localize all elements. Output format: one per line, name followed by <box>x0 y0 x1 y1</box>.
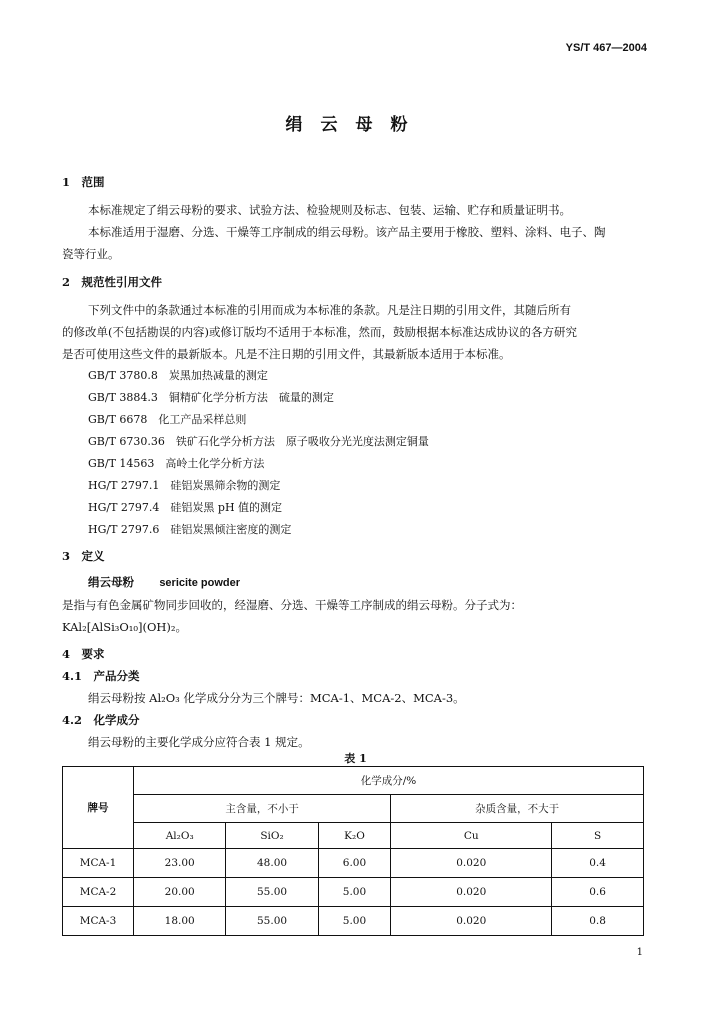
chem-composition-header: 化学成分/% <box>134 767 644 795</box>
term-definition-a: 是指与有色金属矿物同步回收的，经湿磨、分选、干燥等工序制成的绢云母粉。分子式为： <box>62 598 522 612</box>
value-cell: 23.00 <box>134 849 226 878</box>
impurity-header: 杂质含量，不大于 <box>391 795 644 823</box>
column-header: Cu <box>391 823 552 849</box>
table-row <box>63 849 644 878</box>
value-cell: 55.00 <box>226 878 318 907</box>
value-cell: 0.4 <box>552 849 644 878</box>
reference-item: GB/T 6730.36 铁矿石化学分析方法 原子吸收分光光度法测定铜量 <box>88 435 429 448</box>
value-cell: 0.020 <box>391 849 552 878</box>
page-number: 1 <box>636 947 643 958</box>
reference-item: HG/T 2797.1 硅铝炭黑筛余物的测定 <box>88 479 281 492</box>
reference-item: GB/T 3884.3 铜精矿化学分析方法 硫量的测定 <box>88 391 334 404</box>
value-cell: 0.020 <box>391 907 552 936</box>
section-2-paragraph-a: 下列文件中的条款通过本标准的引用而成为本标准的条款。凡是注日期的引用文件，其随后所有 <box>88 303 571 317</box>
grade-cell: MCA-2 <box>63 878 134 907</box>
section-2-heading: 2 规范性引用文件 <box>62 275 163 289</box>
section-1-paragraph-2a: 本标准适用于湿磨、分选、干燥等工序制成的绢云母粉。该产品主要用于橡胶、塑料、涂料、电子、陶 <box>88 225 606 239</box>
reference-item: GB/T 3780.8 炭黑加热减量的测定 <box>88 369 268 382</box>
column-header: K₂O <box>318 823 391 849</box>
section-4-2-heading: 4.2 化学成分 <box>62 713 140 727</box>
document-title: 绢云母粉 <box>285 115 426 135</box>
standard-code: YS/T 467—2004 <box>565 42 647 54</box>
section-4-heading: 4 要求 <box>62 647 105 661</box>
value-cell: 0.6 <box>552 878 644 907</box>
reference-item: HG/T 2797.6 硅铝炭黑倾注密度的测定 <box>88 523 292 536</box>
reference-item: HG/T 2797.4 硅铝炭黑 pH 值的测定 <box>88 501 283 514</box>
term-english: sericite powder <box>159 577 241 589</box>
table-row <box>63 907 644 936</box>
value-cell: 0.8 <box>552 907 644 936</box>
value-cell: 20.00 <box>134 878 226 907</box>
value-cell: 55.00 <box>226 907 318 936</box>
grade-cell: MCA-3 <box>63 907 134 936</box>
section-4-2-paragraph: 绢云母粉的主要化学成分应符合表 1 规定。 <box>88 735 310 749</box>
column-header: S <box>552 823 644 849</box>
value-cell: 18.00 <box>134 907 226 936</box>
section-1-heading: 1 范围 <box>62 175 105 189</box>
section-1-paragraph-2b: 瓷等行业。 <box>62 247 120 261</box>
reference-item: GB/T 6678 化工产品采样总则 <box>88 413 247 426</box>
section-2-paragraph-b: 的修改单(不包括勘误的内容)或修订版均不适用于本标准，然而，鼓励根据本标准达成协议的各方研究 <box>62 325 577 339</box>
table-row <box>63 878 644 907</box>
section-3-heading: 3 定义 <box>62 549 105 563</box>
main-content-header: 主含量，不小于 <box>134 795 391 823</box>
grade-header: 牌号 <box>63 767 134 849</box>
column-header: Al₂O₃ <box>134 823 226 849</box>
section-1-paragraph-1: 本标准规定了绢云母粉的要求、试验方法、检验规则及标志、包装、运输、贮存和质量证明书。 <box>88 203 571 217</box>
value-cell: 48.00 <box>226 849 318 878</box>
section-2-paragraph-c: 是否可使用这些文件的最新版本。凡是不注日期的引用文件，其最新版本适用于本标准。 <box>62 347 511 361</box>
value-cell: 5.00 <box>318 878 391 907</box>
reference-item: GB/T 14563 高岭土化学分析方法 <box>88 457 265 470</box>
term-definition-b: KAl₂[AlSi₃O₁₀](OH)₂。 <box>62 620 188 634</box>
value-cell: 5.00 <box>318 907 391 936</box>
term-entry <box>88 574 240 590</box>
value-cell: 0.020 <box>391 878 552 907</box>
grade-cell: MCA-1 <box>63 849 134 878</box>
value-cell: 6.00 <box>318 849 391 878</box>
term-chinese: 绢云母粉 <box>88 575 134 589</box>
table-caption: 表 1 <box>344 752 367 765</box>
column-header: SiO₂ <box>226 823 318 849</box>
section-4-1-heading: 4.1 产品分类 <box>62 669 140 683</box>
chemical-composition-table <box>62 766 644 936</box>
section-4-1-paragraph: 绢云母粉按 Al₂O₃ 化学成分分为三个牌号：MCA-1、MCA-2、MCA-3。 <box>88 691 465 705</box>
